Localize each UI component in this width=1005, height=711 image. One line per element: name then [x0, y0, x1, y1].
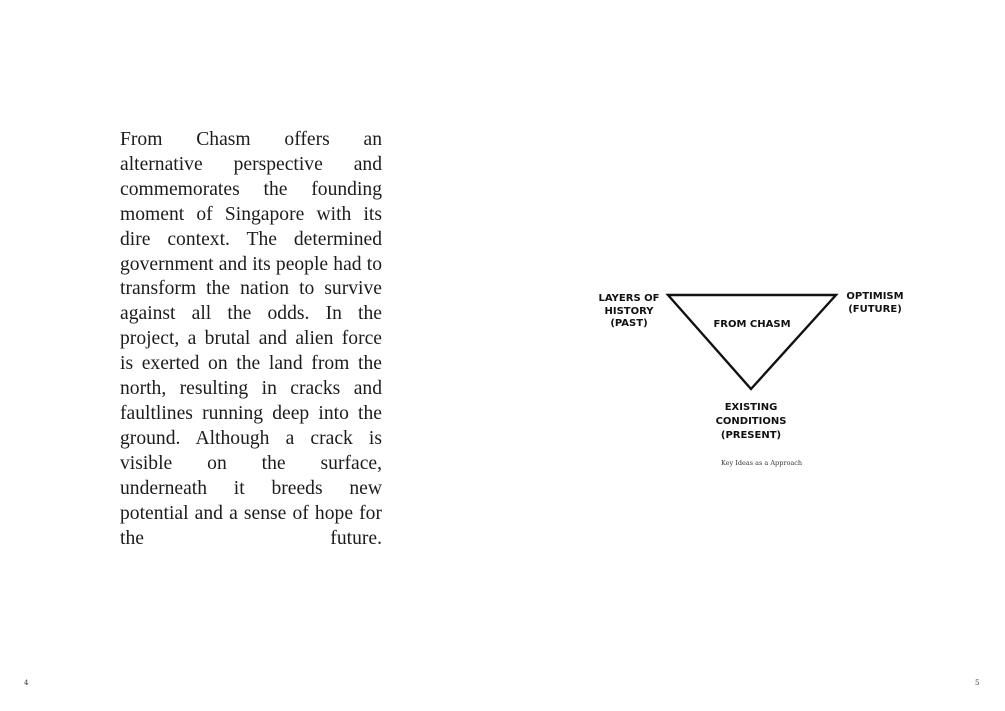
past-label-line-3: (PAST): [610, 318, 648, 329]
present-label-line-1: EXISTING: [724, 402, 778, 413]
present-label-line-2: CONDITIONS: [715, 416, 787, 427]
future-label-line-2: (FUTURE): [848, 303, 902, 315]
body-paragraph: From Chasm offers an alternative perspective and commemorates the founding moment of Singapore with its dire context. The determined government and its people had to transform the nation to survive against all the odds. In the project, a brutal and alien force is exerted on the land from the north, resulting in cracks and faultlines running deep into the ground. Although a crack is visible on the surface, underneath it breeds new potential and a sense of hope for the future.: [120, 129, 382, 549]
key-ideas-diagram: [590, 280, 920, 480]
page-number-left: 4: [24, 679, 29, 687]
future-label: [843, 291, 907, 316]
past-label: [598, 293, 660, 331]
past-label-line-2: HISTORY: [604, 305, 654, 317]
past-label-line-1: LAYERS OF: [598, 293, 660, 304]
center-label: FROM CHASM: [713, 319, 791, 330]
diagram-caption: Key Ideas as a Approach: [721, 459, 803, 467]
page-number-right: 5: [975, 679, 980, 687]
present-label-line-3: (PRESENT): [720, 430, 782, 441]
present-label: [709, 401, 793, 443]
future-label-line-1: OPTIMISM: [846, 291, 904, 302]
